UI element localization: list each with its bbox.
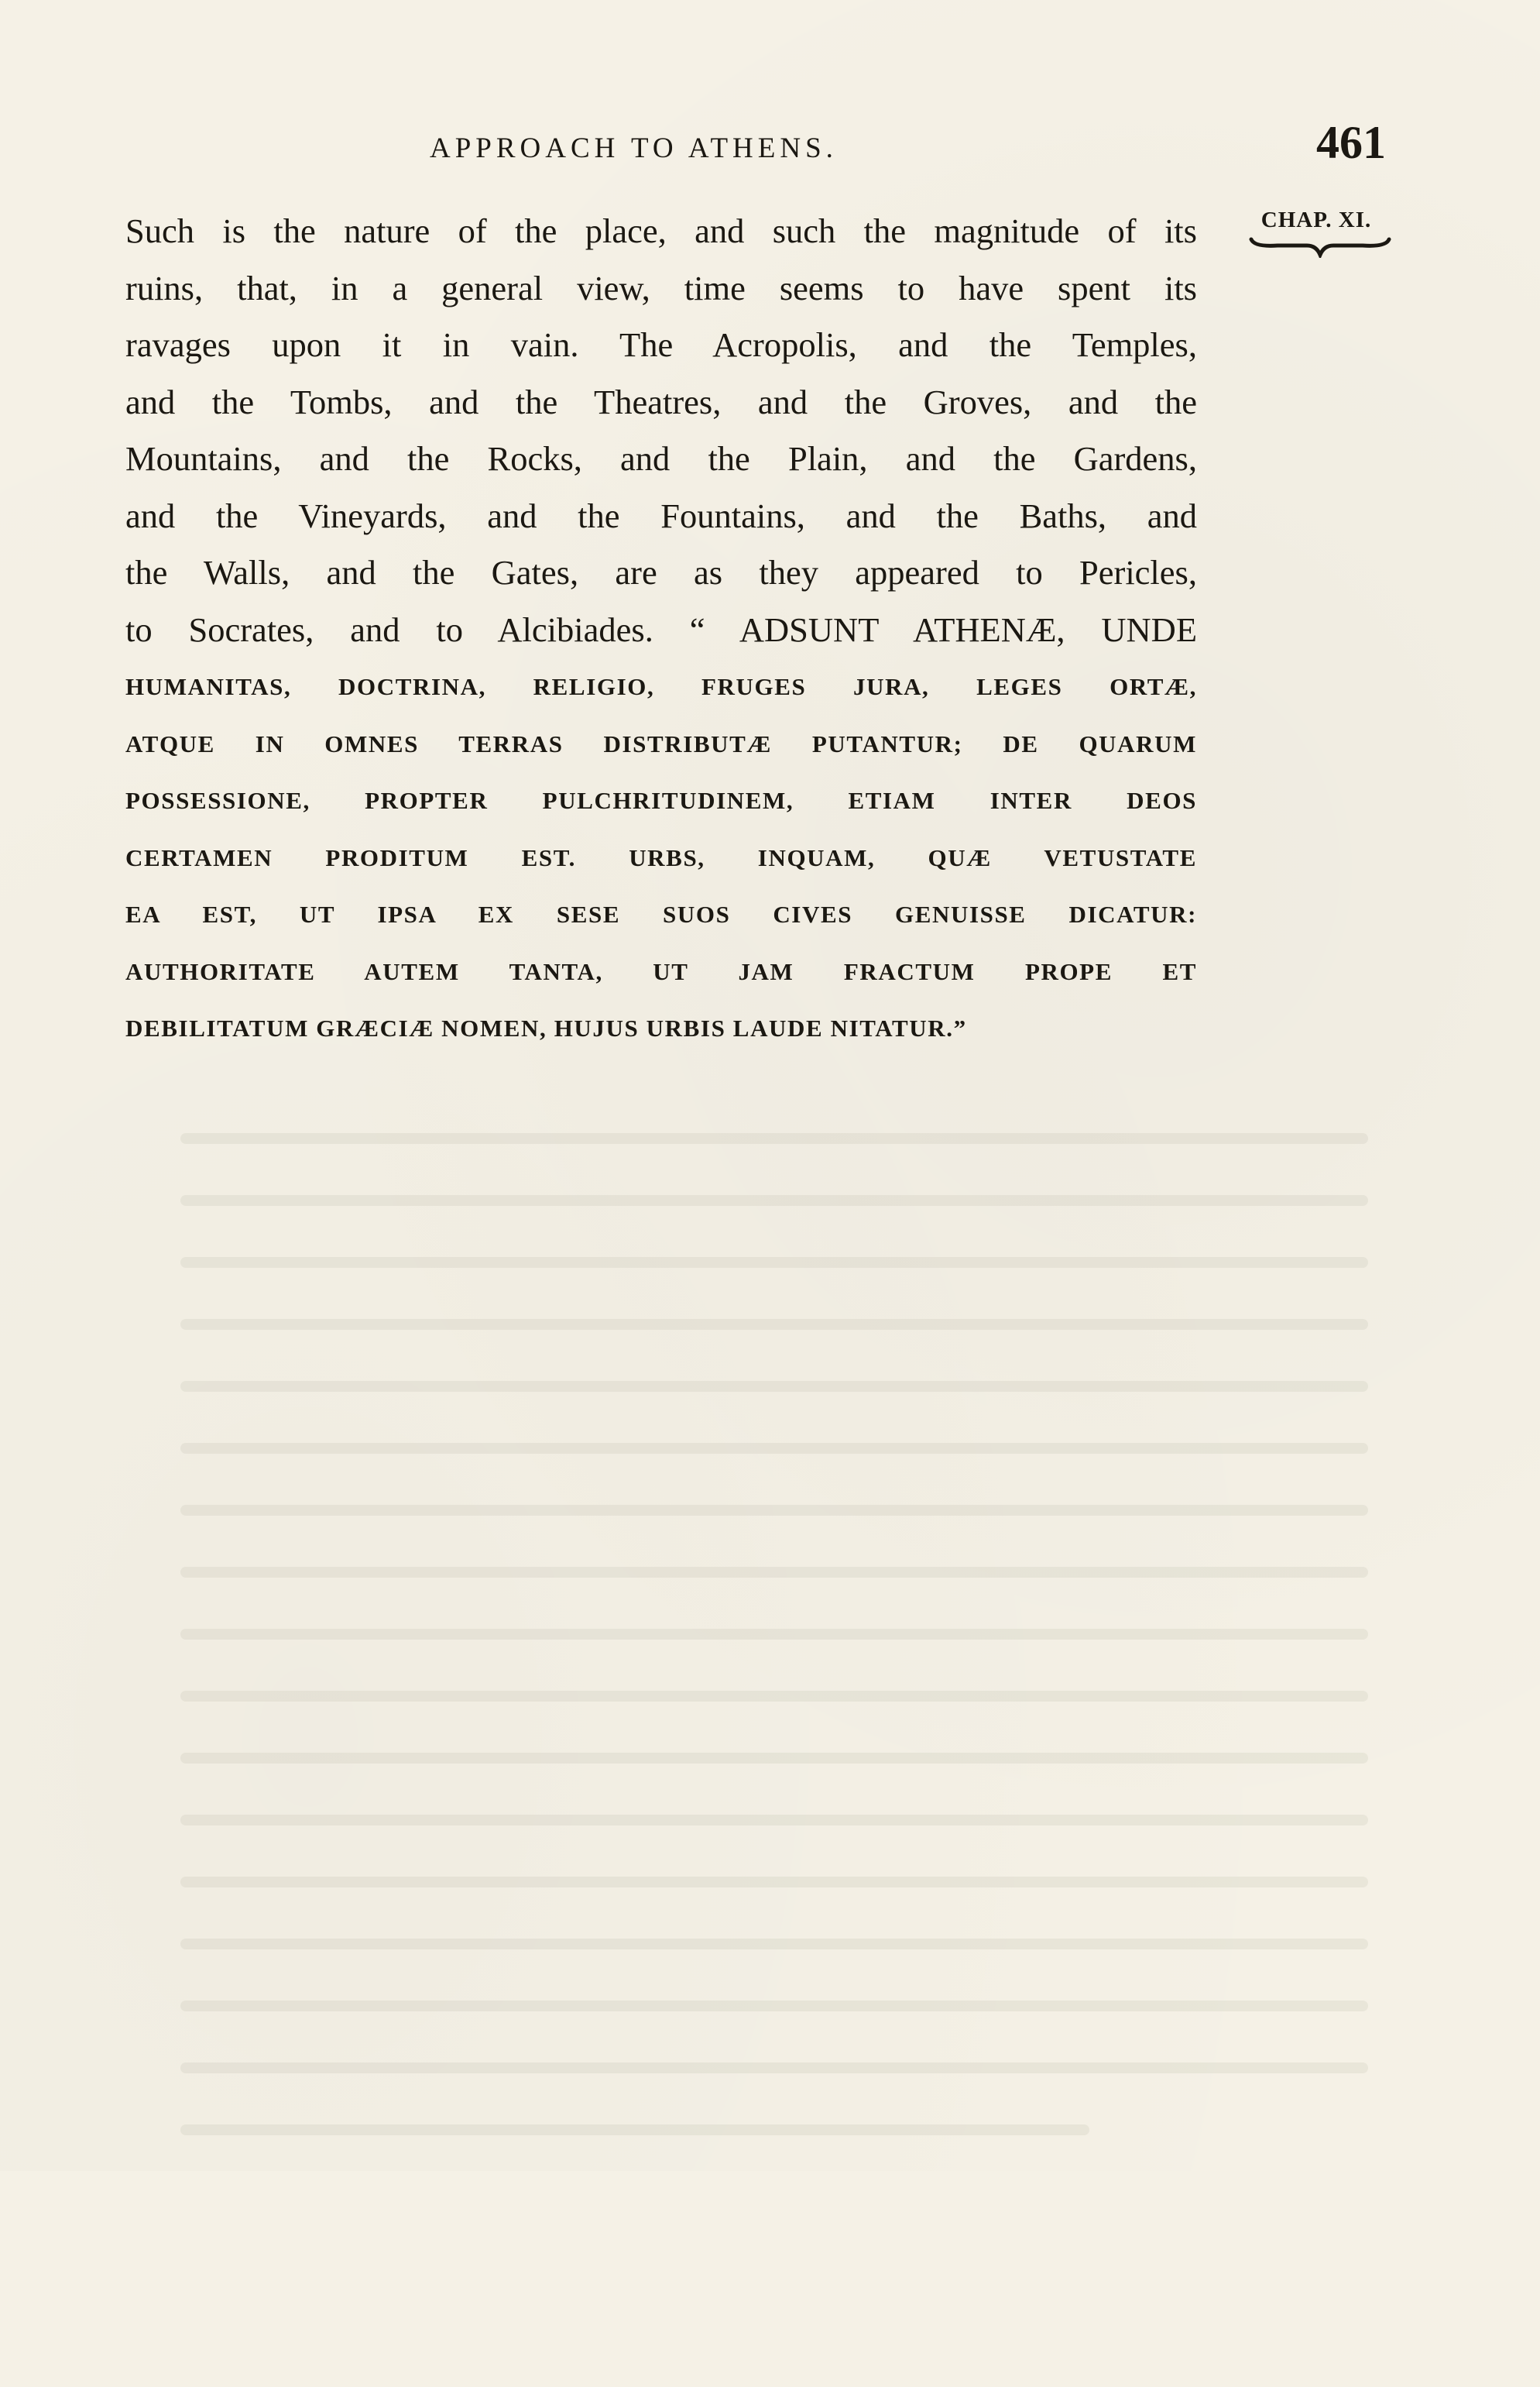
show-through-lines bbox=[155, 1115, 1394, 2370]
body-line: to Socrates, and to Alcibiades. “ ADSUNT ATHENÆ, UNDE bbox=[125, 610, 1197, 649]
latin-quote-line: DEBILITATUM GRÆCIÆ NOMEN, HUJUS URBIS LAUDE NITATUR.” bbox=[125, 1015, 967, 1042]
body-line: ruins, that, in a general view, time seems to have spent its bbox=[125, 268, 1197, 307]
chapter-margin-note bbox=[1247, 208, 1386, 258]
show-through-texture bbox=[155, 1115, 1394, 2387]
page-number: 461 bbox=[1316, 117, 1386, 168]
body-line: ravages upon it in vain. The Acropolis, and the Temples, bbox=[125, 325, 1197, 364]
latin-quote-line: HUMANITAS, DOCTRINA, RELIGIO, FRUGES JURA, LEGES ORTÆ, bbox=[125, 673, 1197, 700]
body-line: and the Vineyards, and the Fountains, and the Baths, and bbox=[125, 496, 1197, 535]
chapter-label: CHAP. XI. bbox=[1260, 208, 1372, 232]
latin-quote-line: AUTHORITATE AUTEM TANTA, UT JAM FRACTUM PROPE ET bbox=[125, 957, 1197, 985]
body-text bbox=[125, 203, 1197, 1057]
latin-quote-line: CERTAMEN PRODITUM EST. URBS, INQUAM, QUÆ VETUSTATE bbox=[125, 843, 1197, 871]
running-head: APPROACH TO ATHENS. bbox=[430, 132, 838, 164]
brace-ornament bbox=[1247, 235, 1394, 258]
body-line: and the Tombs, and the Theatres, and the Groves, and the bbox=[125, 382, 1197, 421]
latin-quote-line: EA EST, UT IPSA EX SESE SUOS CIVES GENUISSE DICATUR: bbox=[125, 901, 1197, 928]
body-line: Mountains, and the Rocks, and the Plain, and the Gardens, bbox=[125, 439, 1197, 478]
latin-quote-line: ATQUE IN OMNES TERRAS DISTRIBUTÆ PUTANTUR; DE QUARUM bbox=[125, 730, 1197, 757]
body-line: Such is the nature of the place, and such the magnitude of its bbox=[125, 211, 1197, 250]
body-line: the Walls, and the Gates, are as they appeared to Pericles, bbox=[125, 553, 1197, 592]
latin-quote-line: POSSESSIONE, PROPTER PULCHRITUDINEM, ETIAM INTER DEOS bbox=[125, 787, 1197, 814]
